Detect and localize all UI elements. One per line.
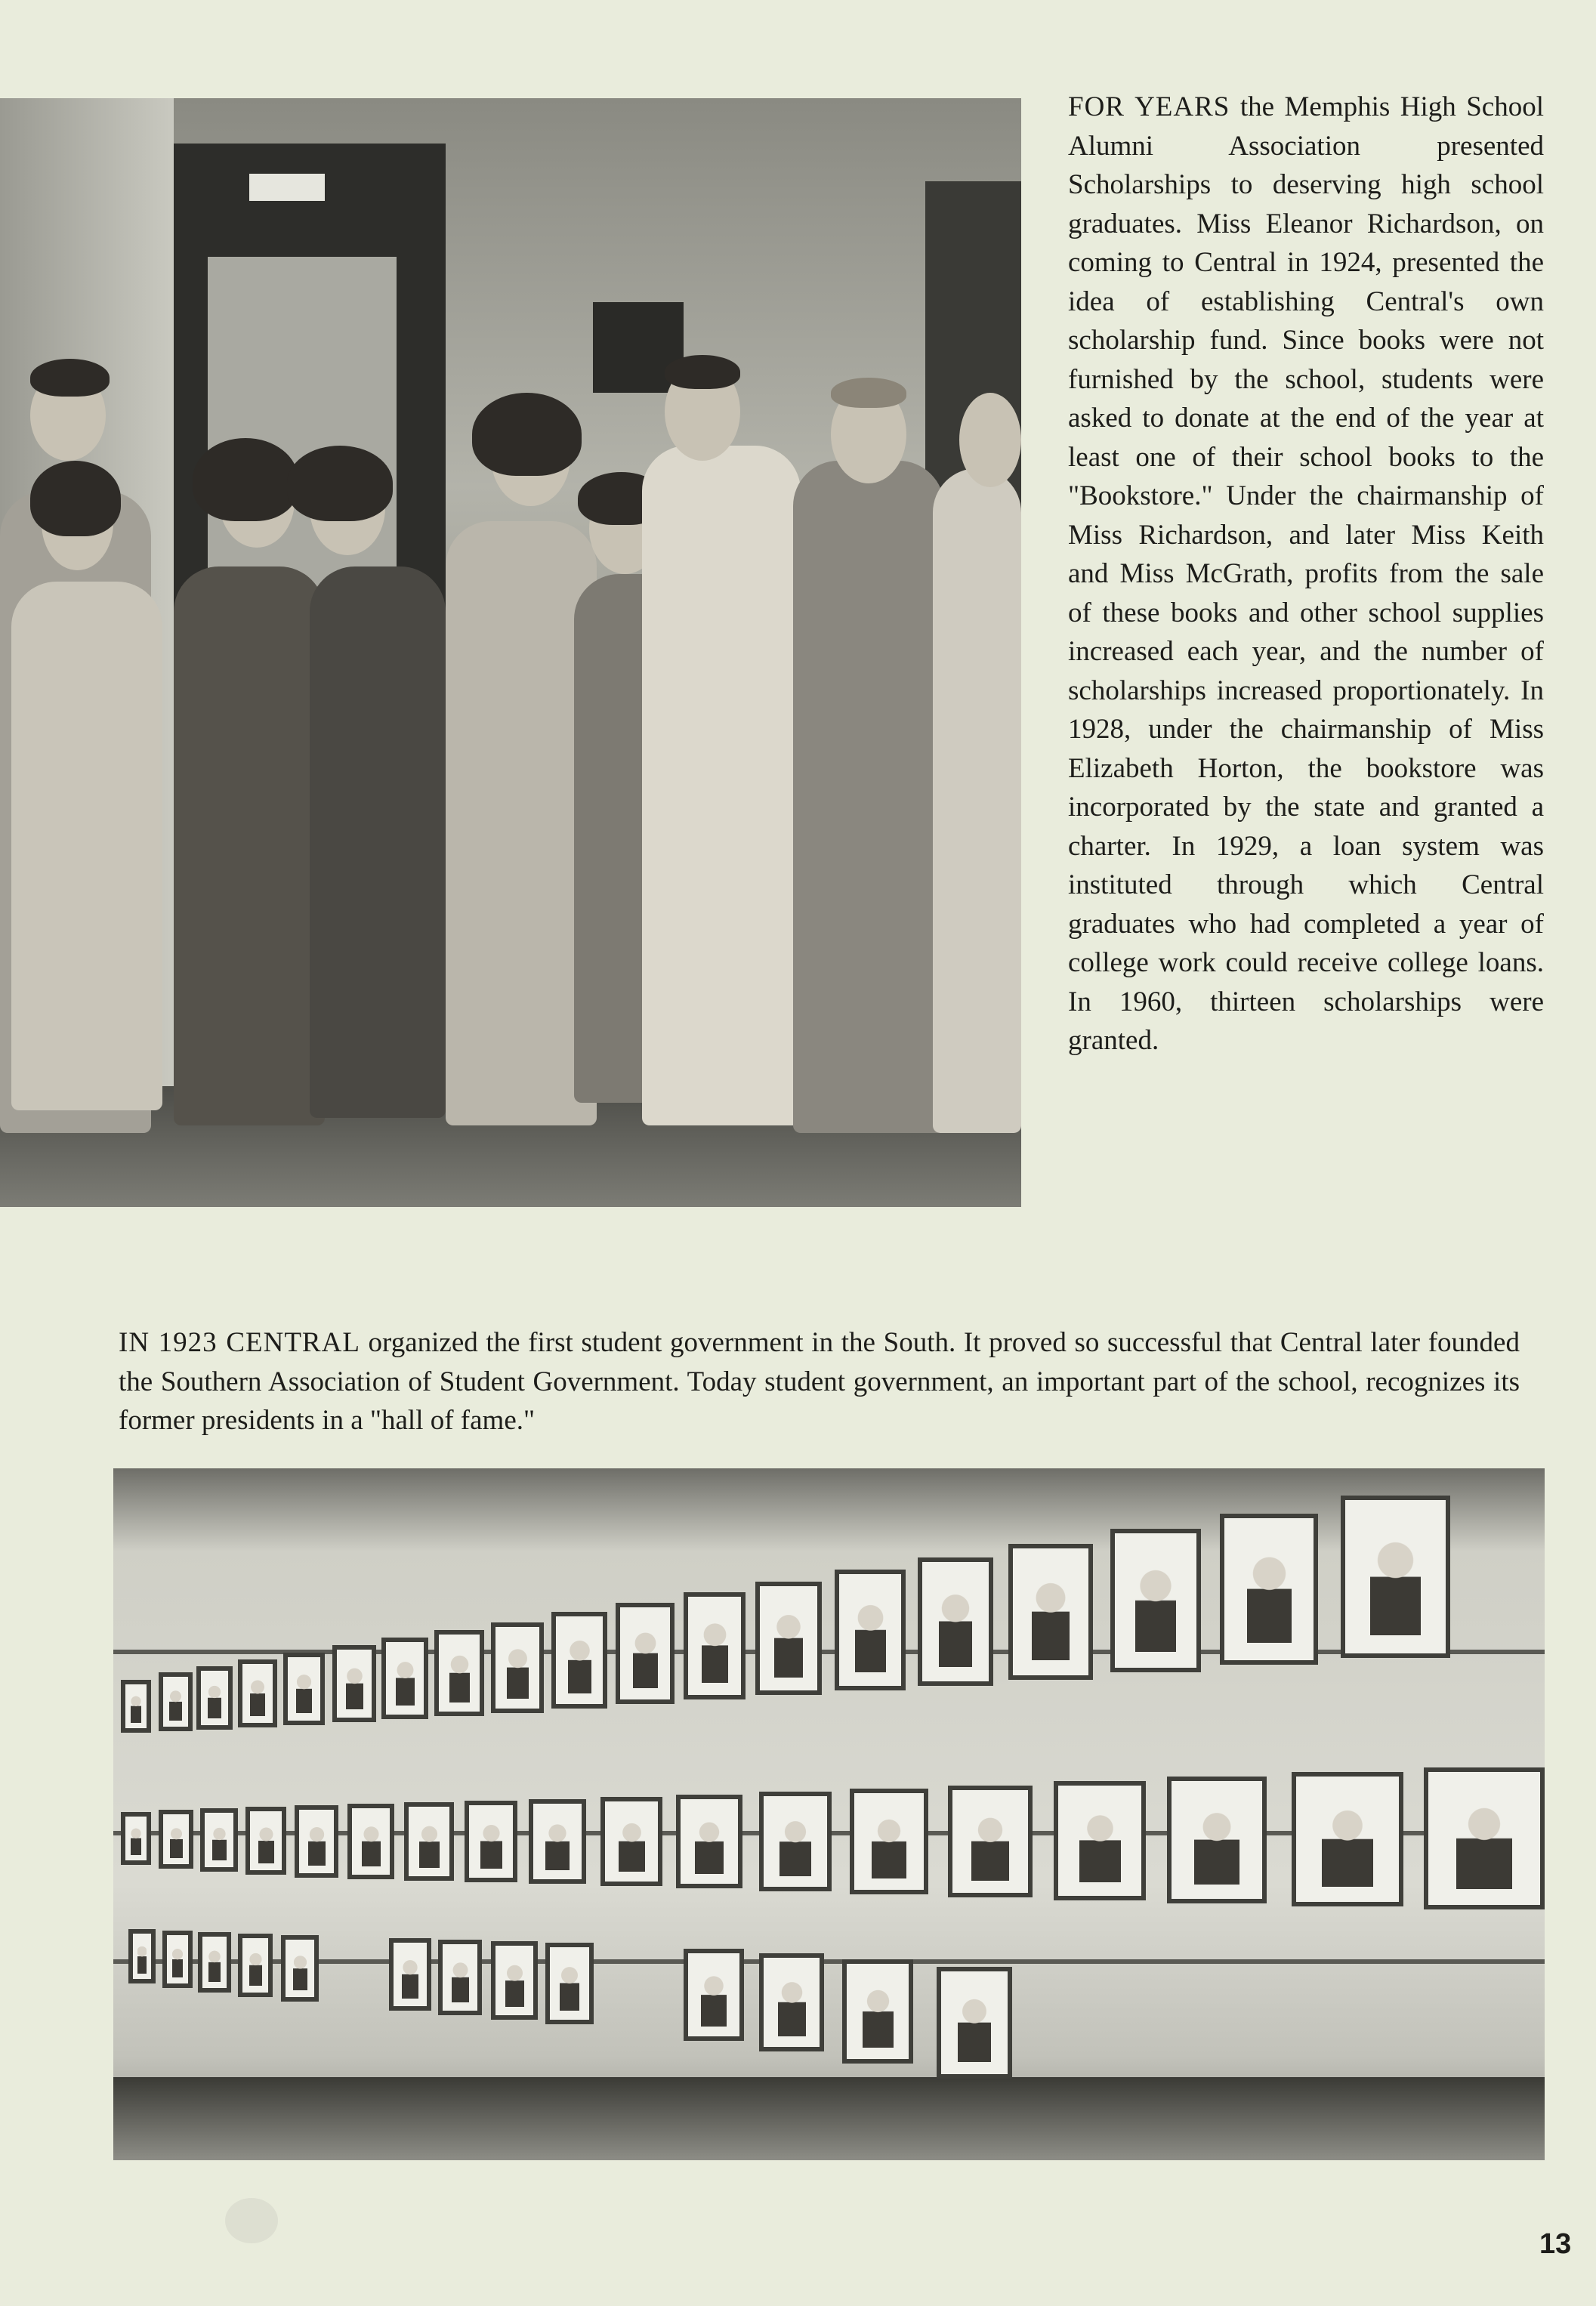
portrait-frame xyxy=(1341,1496,1450,1658)
hall-of-fame-photo xyxy=(113,1468,1545,2160)
portrait-frame xyxy=(1167,1777,1267,1903)
student-figure xyxy=(933,468,1021,1133)
portrait-frame xyxy=(159,1672,193,1731)
portrait-frame xyxy=(551,1612,607,1709)
portrait-frame xyxy=(1008,1544,1093,1680)
portrait-frame xyxy=(600,1797,662,1886)
students-photo xyxy=(0,98,1021,1207)
portrait-frame xyxy=(238,1659,277,1727)
portrait-frame xyxy=(948,1786,1033,1897)
portrait-frame xyxy=(616,1603,675,1704)
portrait-frame xyxy=(491,1622,544,1713)
photo-baseboard xyxy=(113,2077,1545,2160)
portrait-frame xyxy=(389,1938,431,2011)
portrait-frame xyxy=(1220,1514,1318,1665)
portrait-frame xyxy=(434,1630,484,1716)
portrait-frame xyxy=(347,1804,394,1879)
student-hair xyxy=(472,393,582,476)
photo-rail xyxy=(113,1650,1545,1654)
portrait-frame xyxy=(295,1805,338,1878)
student-hair xyxy=(665,355,740,389)
photo-rail xyxy=(113,1959,1545,1964)
portrait-frame xyxy=(1292,1772,1403,1906)
student-figure xyxy=(642,446,801,1125)
portrait-frame xyxy=(159,1810,193,1869)
portrait-frame xyxy=(238,1934,273,1997)
portrait-frame xyxy=(332,1645,376,1722)
portrait-frame xyxy=(545,1943,594,2024)
portrait-frame xyxy=(200,1808,238,1872)
portrait-frame xyxy=(529,1799,586,1884)
student-hair xyxy=(30,359,110,397)
photo-door-sign xyxy=(249,174,325,201)
student-figure xyxy=(11,582,162,1110)
portrait-frame xyxy=(850,1789,928,1894)
portrait-frame xyxy=(755,1582,822,1695)
government-body: organized the first student government in the South. It proved so successful that Central later founded the Southern Association of Student Government. Today student government, an important part of the school, recognizes its former presidents in a "hall of fame." xyxy=(119,1327,1520,1436)
student-figure xyxy=(310,566,446,1118)
portrait-frame xyxy=(491,1941,538,2020)
portrait-frame xyxy=(465,1801,517,1882)
portrait-frame xyxy=(121,1812,151,1865)
portrait-frame xyxy=(835,1570,906,1690)
page-number: 13 xyxy=(1539,2228,1572,2260)
student-hair xyxy=(30,461,121,536)
portrait-frame xyxy=(198,1932,231,1993)
portrait-frame xyxy=(842,1959,913,2064)
portrait-frame xyxy=(937,1967,1012,2079)
portrait-frame xyxy=(1054,1781,1146,1900)
student-hair xyxy=(193,438,298,521)
portrait-frame xyxy=(128,1929,156,1983)
student-figure xyxy=(174,566,325,1125)
scholarship-paragraph xyxy=(1068,88,1544,1060)
portrait-frame xyxy=(245,1807,286,1875)
portrait-frame xyxy=(759,1792,832,1891)
portrait-frame xyxy=(283,1653,325,1725)
portrait-frame xyxy=(438,1940,482,2015)
student-figure xyxy=(793,461,944,1133)
student-hair xyxy=(287,446,393,521)
portrait-frame xyxy=(281,1935,319,2002)
portrait-frame xyxy=(684,1949,744,2041)
scholarship-lead: FOR YEARS xyxy=(1068,91,1230,122)
portrait-frame xyxy=(404,1802,454,1881)
portrait-frame xyxy=(1424,1767,1545,1909)
portrait-frame xyxy=(196,1666,233,1730)
faint-watermark xyxy=(225,2198,278,2243)
student-hair xyxy=(831,378,906,408)
student-head xyxy=(959,393,1021,487)
government-caption xyxy=(119,1323,1520,1440)
portrait-frame xyxy=(381,1638,428,1719)
portrait-frame xyxy=(759,1953,824,2051)
scholarship-body: the Memphis High School Alumni Association presented Scholarships to deserving high school graduates. Miss Eleanor Richardson, on coming to Central in 1924, presented the idea of establishing Central's own scholarship fund. Since books were not furnished by the school, students were asked to donate at the end of the year at least one of their school books to the "Bookstore." Under the chairmanship of Miss Richardson, and later Miss Keith and Miss McGrath, profits from the sale of these books and other school supplies increased each year, and the number of scholarships increased proportionately. In 1928, under the chairmanship of Miss Elizabeth Horton, the bookstore was incorporated by the state and granted a charter. In 1929, a loan system was instituted through which Central graduates who had completed a year of college work could receive college loans. In 1960, thirteen scholarships were granted. xyxy=(1068,91,1544,1056)
portrait-frame xyxy=(918,1557,993,1686)
portrait-frame xyxy=(121,1680,151,1733)
portrait-frame xyxy=(162,1931,193,1988)
portrait-frame xyxy=(676,1795,742,1888)
portrait-frame xyxy=(684,1592,746,1699)
government-lead: IN 1923 CENTRAL xyxy=(119,1327,360,1358)
portrait-frame xyxy=(1110,1529,1201,1672)
